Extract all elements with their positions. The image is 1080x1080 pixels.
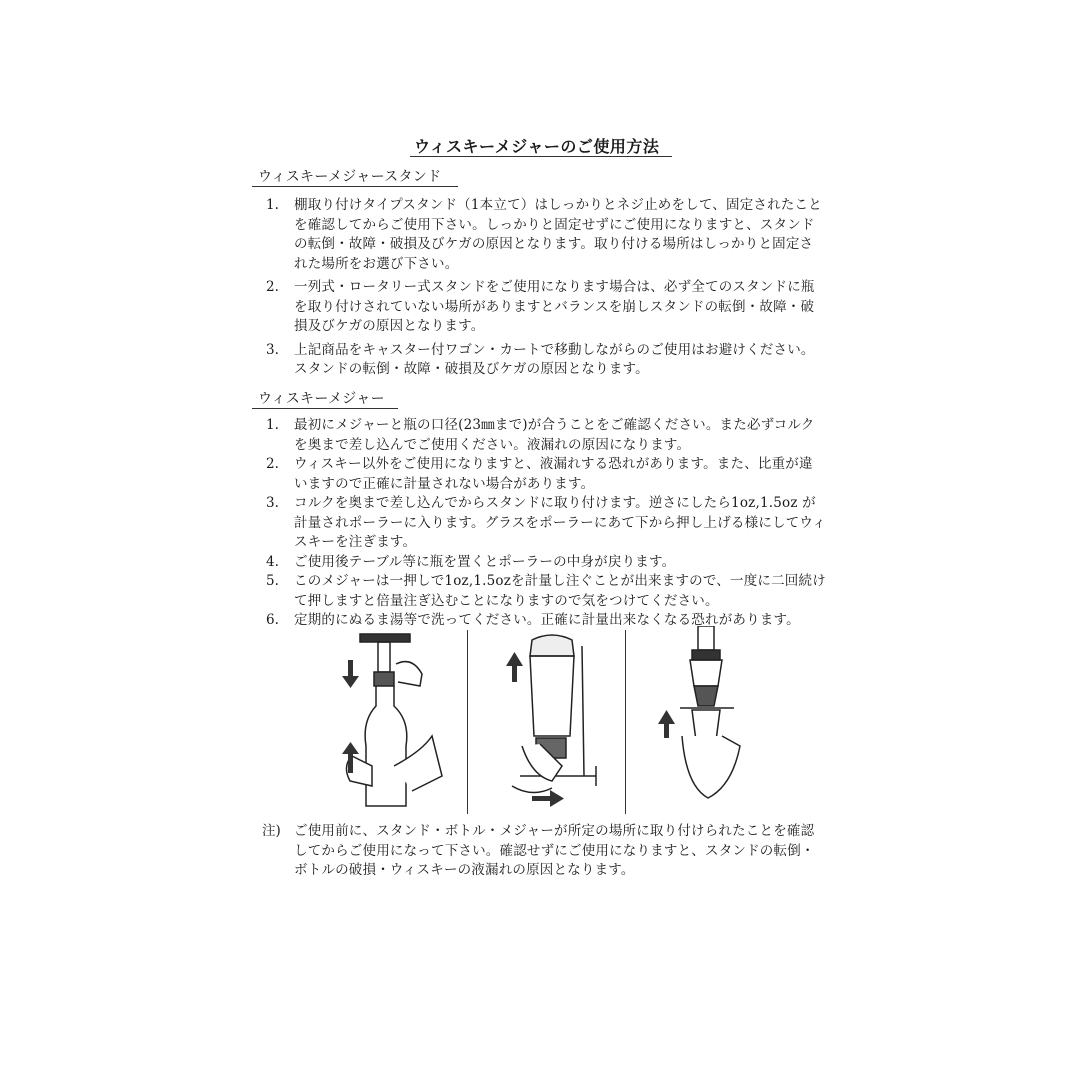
list-item (266, 341, 826, 380)
item-text: 棚取り付けタイプスタンド（1本立て）はしっかりとネジ止めをして、固定されたことを確認してからご使用下さい。しっかりと固定せずにご使用になりますと、スタンドの転倒・故障・破損及びケガの原因となります。取り付ける場所はしっかりと固定された場所をお選び下さい。 (294, 197, 822, 272)
stand-heading-underline (252, 186, 458, 187)
item-text: 一列式・ロータリー式スタンドをご使用になります場合は、必ず全てのスタンドに瓶を取り付けされていない場所がありますとバランスを崩しスタンドの転倒・故障・破損及びケガの原因となります。 (294, 279, 815, 334)
list-item (266, 494, 826, 553)
figure-divider (625, 630, 626, 814)
stand-section-heading: ウィスキーメジャースタンド (258, 169, 442, 185)
figure-divider (467, 630, 468, 814)
list-item (266, 278, 826, 337)
stand-instructions-list (266, 196, 826, 380)
measure-heading-underline (252, 408, 398, 409)
list-item (266, 416, 826, 455)
item-number: 6. (266, 612, 279, 628)
note-label: 注) (262, 823, 281, 839)
item-text: ウィスキー以外をご使用になりますと、液漏れする恐れがあります。また、比重が違いますので正確に計量されない場合があります。 (294, 456, 813, 492)
item-number: 5. (266, 573, 279, 589)
item-number: 3. (266, 341, 279, 358)
item-text: 上記商品をキャスター付ワゴン・カートで移動しながらのご使用はお避けください。スタンドの転倒・故障・破損及びケガの原因となります。 (294, 341, 815, 377)
item-text: コルクを奥まで差し込んでからスタンドに取り付けます。逆さにしたら1oz,1.5oz が計量されポーラーに入ります。グラスをポーラーにあて下から押し上げる様にしてウィスキーを注ぎます。 (294, 495, 827, 550)
item-number: 1. (266, 197, 279, 213)
item-number: 1. (266, 417, 279, 433)
caution-note (262, 822, 822, 881)
list-item (266, 196, 826, 274)
list-item (266, 572, 826, 611)
measure-instructions-list (266, 416, 826, 631)
item-text: 定期的にぬるま湯等で洗ってください。正確に計量出来なくなる恐れがあります。 (294, 612, 800, 628)
list-item (266, 553, 826, 573)
stand-mount-illustration-icon (492, 626, 622, 816)
list-item (266, 455, 826, 494)
page-title: ウィスキーメジャーのご使用方法 (414, 137, 660, 156)
item-number: 4. (266, 553, 279, 570)
title-underline (410, 156, 672, 157)
item-number: 2. (266, 456, 279, 472)
item-text: ご使用後テーブル等に瓶を置くとポーラーの中身が戻ります。 (294, 553, 676, 570)
illustrations (332, 626, 762, 816)
note-text: ご使用前に、スタンド・ボトル・メジャーが所定の場所に取り付けられたことを確認してからご使用になって下さい。確認せずにご使用になりますと、スタンドの転倒・ボトルの破損・ウィスキーの液漏れの原因となります。 (294, 823, 815, 878)
item-number: 3. (266, 495, 279, 511)
bottle-insert-illustration-icon (332, 626, 462, 816)
glass-pour-illustration-icon (652, 626, 762, 816)
item-number: 2. (266, 279, 279, 295)
item-text: このメジャーは一押しで1oz,1.5ozを計量し注ぐことが出来ますので、一度に二回続けて押しますと倍量注ぎ込むことになりますので気をつけてください。 (294, 573, 826, 609)
item-text: 最初にメジャーと瓶の口径(23㎜まで)が合うことをご確認ください。また必ずコルクを奥まで差し込んでご使用ください。液漏れの原因になります。 (294, 417, 815, 453)
measure-section-heading: ウィスキーメジャー (258, 391, 385, 407)
